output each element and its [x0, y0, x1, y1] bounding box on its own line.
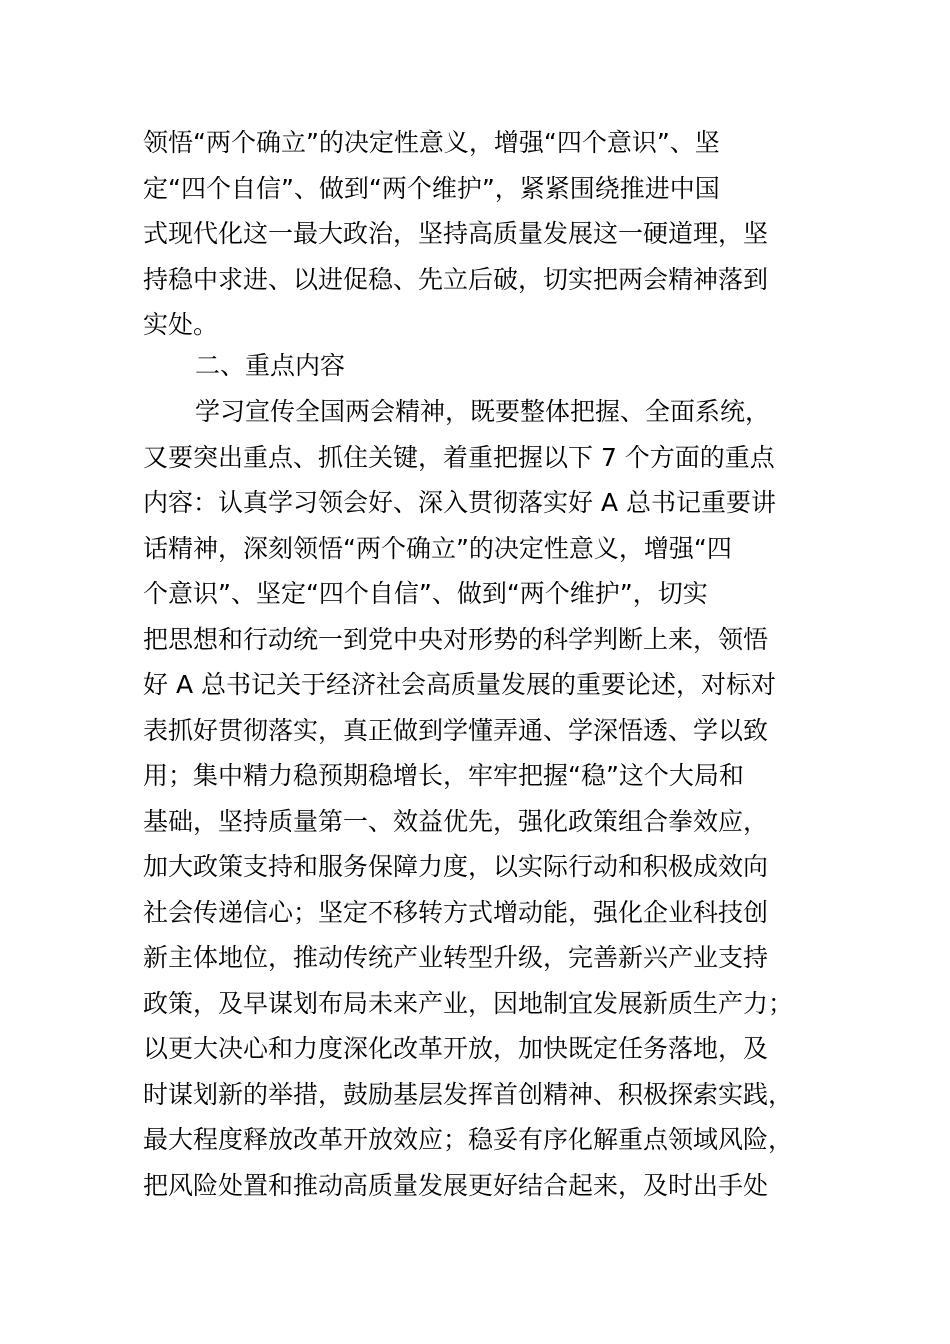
paragraph-line: 用；集中精力稳预期稳增长，牢牢把握“稳”这个大局和	[143, 761, 744, 790]
paragraph-line: 好 A 总书记关于经济社会高质量发展的重要论述，对标对	[143, 670, 776, 699]
paragraph-line: 式现代化这一最大政治，坚持高质量发展这一硬道理，坚	[143, 219, 769, 248]
paragraph-line: 领悟“两个确立”的决定性意义，增强“四个意识”、坚	[143, 128, 720, 157]
paragraph-line: 表抓好贯彻落实，真正做到学懂弄通、学深悟透、学以致	[143, 715, 769, 745]
paragraph-line: 基础，坚持质量第一、效益优先，强化政策组合拳效应，	[143, 806, 769, 836]
paragraph-line: 最大程度释放改革开放效应；稳妥有序化解重点领域风险，	[143, 1125, 794, 1154]
paragraph-line: 以更大决心和力度深化改革开放，加快既定任务落地，及	[143, 1034, 769, 1063]
paragraph-line: 政策，及早谋划布局未来产业，因地制宜发展新质生产力；	[143, 988, 794, 1018]
paragraph-line: 内容：认真学习领会好、深入贯彻落实好 A 总书记重要讲	[143, 488, 776, 517]
paragraph-line: 把风险处置和推动高质量发展更好结合起来，及时出手处	[143, 1170, 769, 1200]
paragraph-line: 学习宣传全国两会精神，既要整体把握、全面系统，	[195, 397, 771, 426]
paragraph-line: 持稳中求进、以进促稳、先立后破，切实把两会精神落到	[143, 264, 769, 294]
paragraph-line: 又要突出重点、抓住关键，着重把握以下 7 个方面的重点	[143, 442, 775, 472]
paragraph-line: 把思想和行动统一到党中央对形势的科学判断上来，领悟	[143, 624, 769, 654]
paragraph-line: 个意识”、坚定“四个自信”、做到“两个维护”，切实	[143, 579, 708, 608]
section-heading: 二、重点内容	[195, 351, 346, 380]
paragraph-line: 定“四个自信”、做到“两个维护”，紧紧围绕推进中国	[143, 173, 720, 203]
body-paragraph	[143, 389, 823, 1208]
paragraph-line: 新主体地位，推动传统产业转型升级，完善新兴产业支持	[143, 943, 769, 972]
paragraph-line: 加大政策支持和服务保障力度，以实际行动和积极成效向	[143, 852, 769, 881]
section-heading-block	[143, 343, 823, 389]
paragraph-line: 话精神，深刻领悟“两个确立”的决定性意义，增强“四	[143, 533, 732, 563]
paragraph-line: 时谋划新的举措，鼓励基层发挥首创精神、积极探索实践，	[143, 1079, 794, 1109]
paragraph-line: 社会传递信心；坚定不移转方式增动能，强化企业科技创	[143, 897, 769, 927]
intro-paragraph	[143, 120, 823, 348]
paragraph-line: 实处。	[143, 310, 219, 339]
